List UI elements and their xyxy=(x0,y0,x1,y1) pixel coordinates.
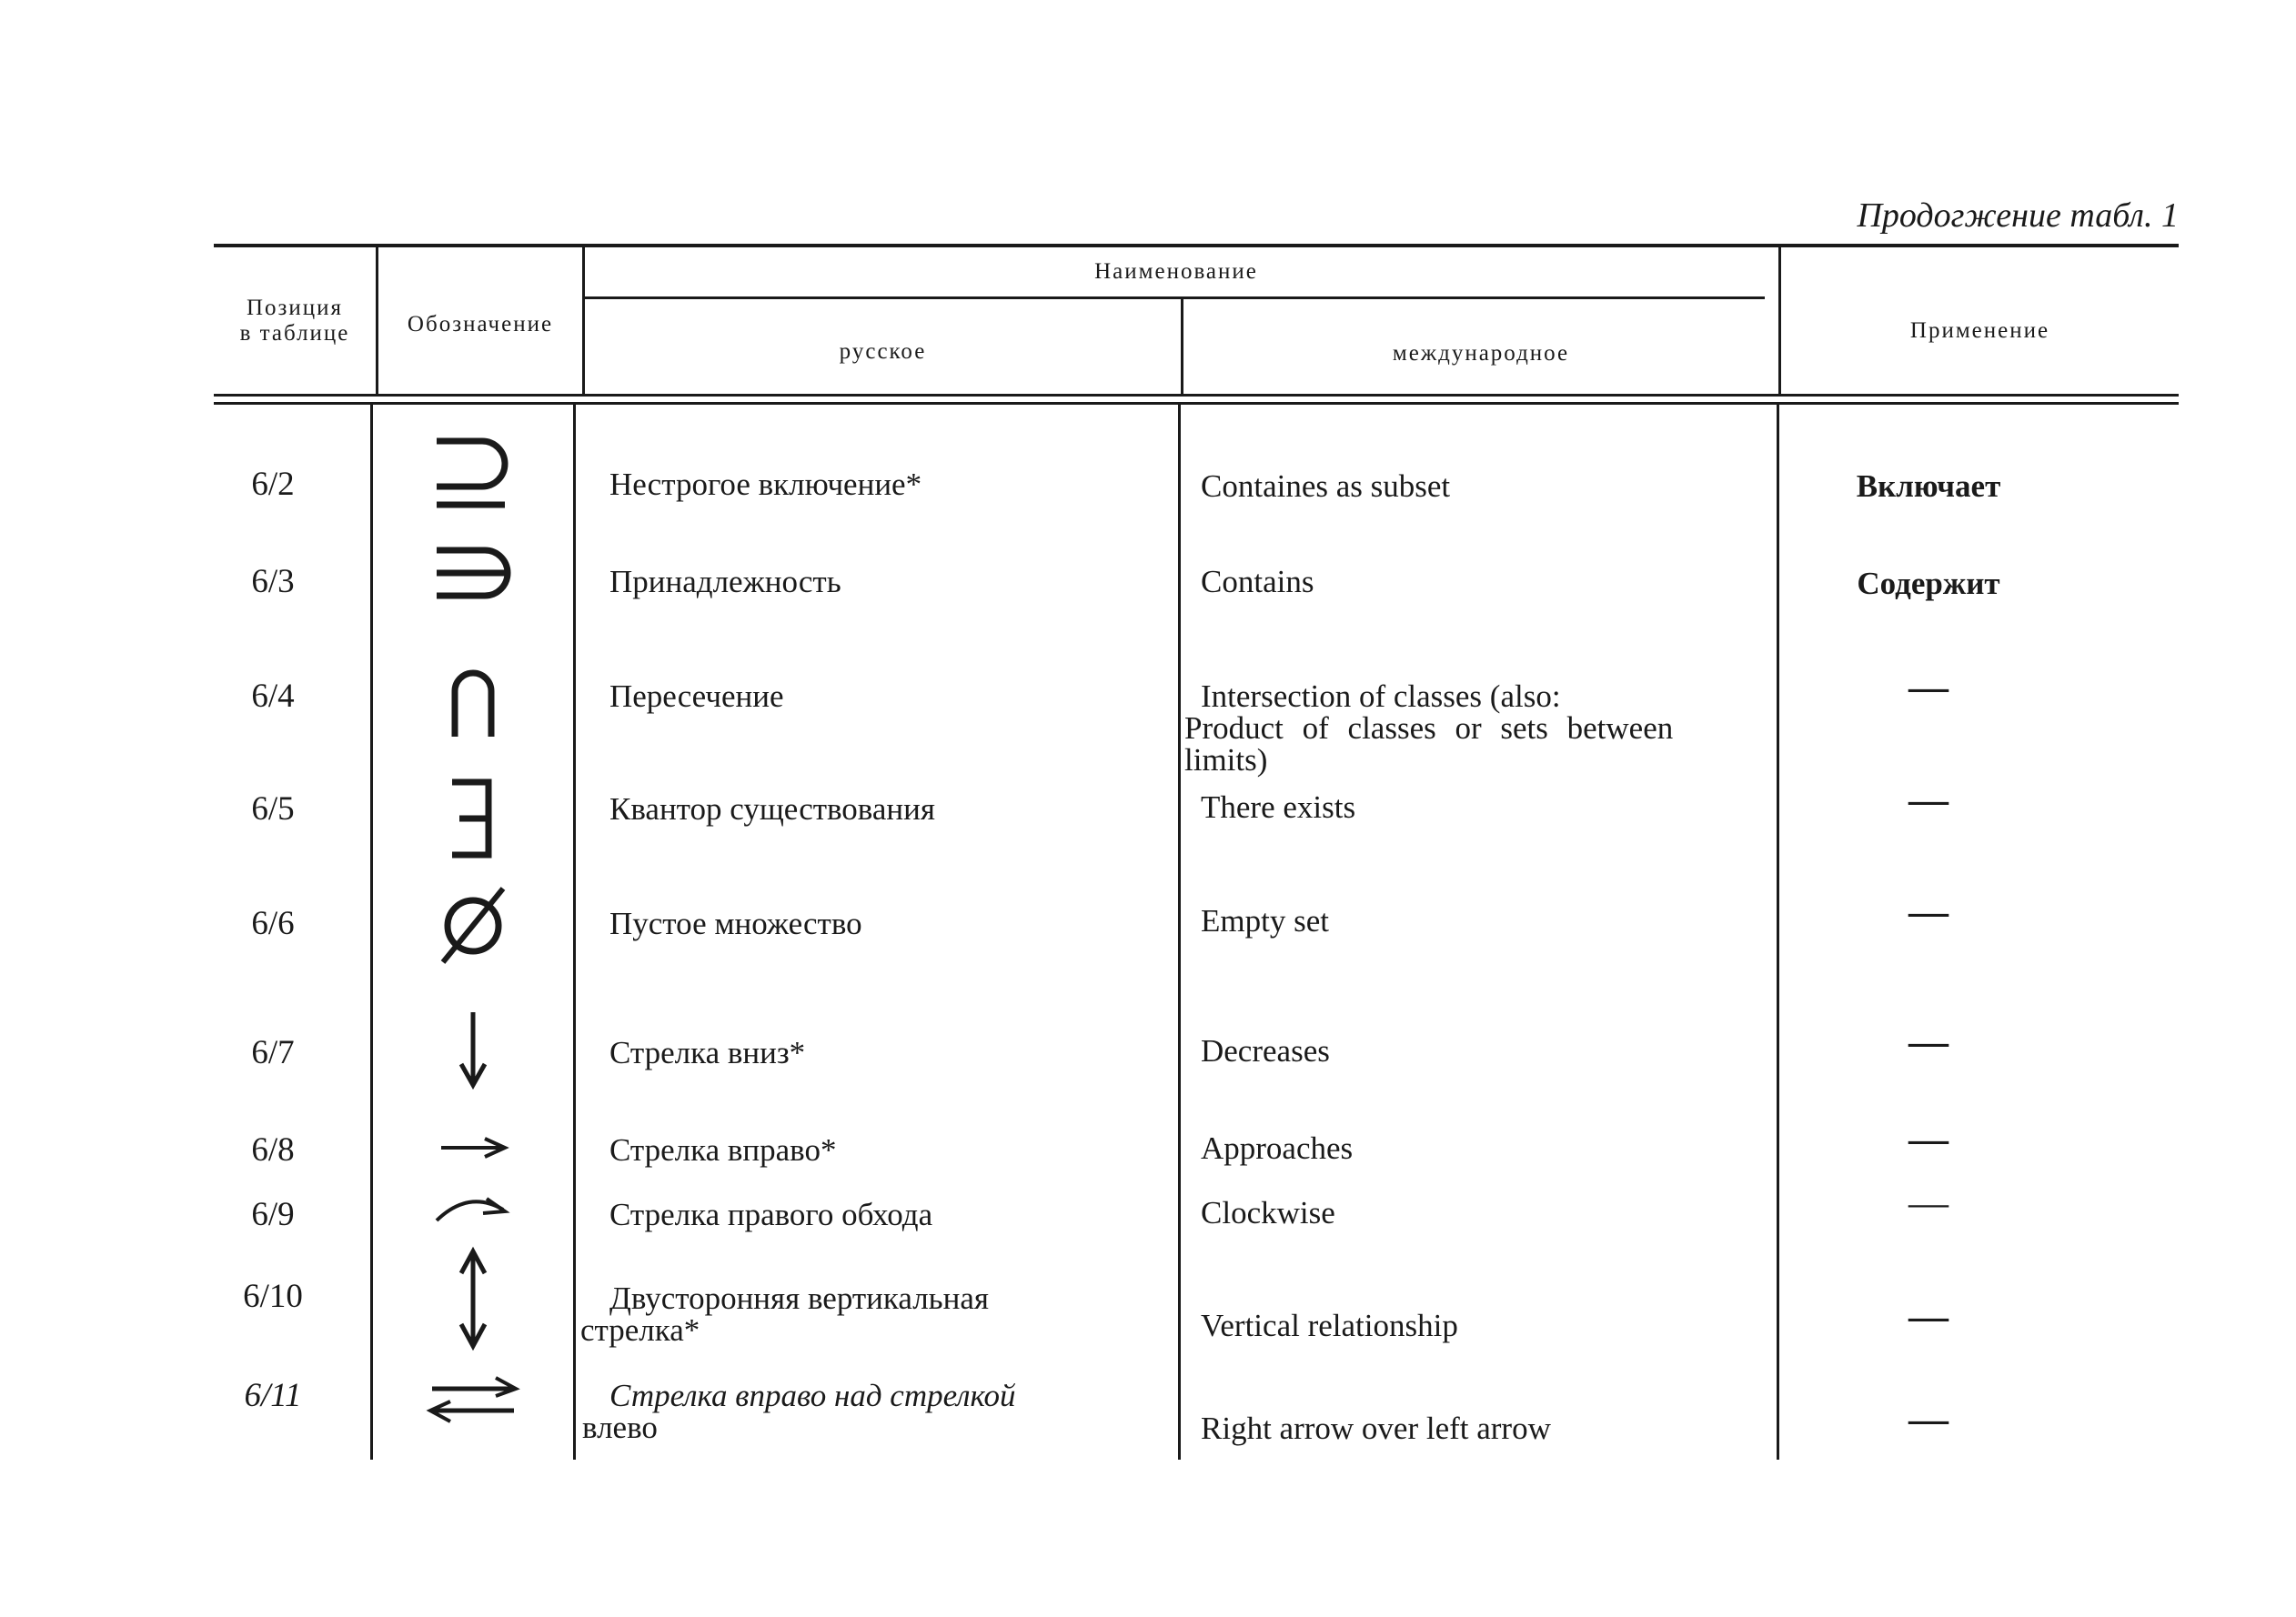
row-application: — xyxy=(1908,1019,1949,1064)
row-application: — xyxy=(1908,1117,1949,1161)
row-position: 6/8 xyxy=(251,1131,295,1169)
col-divider-body-3 xyxy=(1178,405,1181,1460)
row-international-name: Vertical relationship xyxy=(1201,1308,1458,1343)
row-russian-name: Пустое множество xyxy=(609,906,862,941)
row-application: — xyxy=(1908,1397,1949,1441)
row-application: — xyxy=(1908,665,1949,709)
row-international-name: Intersection of classes (also: xyxy=(1201,678,1561,714)
contains-member-icon xyxy=(414,537,532,628)
row-russian-name: Квантор существования xyxy=(609,791,935,827)
row-application: — xyxy=(1908,1294,1949,1339)
header-russian: русское xyxy=(839,339,927,364)
empty-set-icon xyxy=(414,878,532,969)
name-subheader-rule xyxy=(582,296,1765,299)
row-application: Содержит xyxy=(1857,566,2000,601)
header-designation: Обозначение xyxy=(407,312,554,336)
row-russian-name: Принадлежность xyxy=(609,564,841,599)
header-name: Наименование xyxy=(1094,259,1258,284)
row-russian-name: Пересечение xyxy=(609,678,784,714)
row-position: 6/10 xyxy=(243,1278,303,1315)
header-position: Позиция в таблице xyxy=(239,296,350,346)
row-position: 6/7 xyxy=(251,1034,295,1071)
header-application: Применение xyxy=(1909,318,2050,343)
row-russian-name: Стрелка вправо над стрелкой xyxy=(609,1378,1016,1413)
col-divider-body-2 xyxy=(573,405,576,1460)
row-application: — xyxy=(1908,778,1949,822)
row-international-name: Approaches xyxy=(1201,1130,1354,1166)
row-russian-name-line2: влево xyxy=(582,1410,658,1445)
row-position: 6/6 xyxy=(251,905,295,942)
row-position: 6/3 xyxy=(251,563,295,600)
row-international-name-line3: limits) xyxy=(1184,742,1268,778)
row-russian-name: Двусторонняя вертикальная xyxy=(609,1281,990,1316)
not-strict-superset-icon xyxy=(414,432,532,523)
row-international-name: Empty set xyxy=(1201,903,1329,939)
row-application: — xyxy=(1908,889,1949,934)
clockwise-arrow-icon xyxy=(414,1164,532,1255)
header-rule-1 xyxy=(214,394,2179,397)
header-rule-2 xyxy=(214,402,2179,405)
header-international: международное xyxy=(1392,341,1570,366)
down-arrow-icon xyxy=(414,1005,532,1096)
row-international-name: Contains xyxy=(1201,564,1314,599)
row-position: 6/2 xyxy=(251,466,295,503)
row-russian-name: Стрелка вниз* xyxy=(609,1035,806,1070)
row-international-name: Decreases xyxy=(1201,1033,1330,1069)
row-russian-name: Стрелка вправо* xyxy=(609,1132,837,1168)
row-russian-name: Нестрогое включение* xyxy=(609,467,922,502)
row-international-name: Containes as subset xyxy=(1201,468,1451,504)
row-international-name: Right arrow over left arrow xyxy=(1201,1411,1551,1446)
table-continuation-caption: Продогжение табл. 1 xyxy=(1857,196,2179,235)
table-top-rule xyxy=(214,244,2179,247)
right-over-left-arrows-icon xyxy=(414,1369,532,1432)
row-position: 6/5 xyxy=(251,790,295,828)
row-application: — xyxy=(1908,1180,1949,1225)
row-russian-name-line2: стрелка* xyxy=(580,1312,700,1348)
row-international-name: There exists xyxy=(1201,789,1356,825)
row-application: Включает xyxy=(1856,468,2001,504)
row-position: 6/9 xyxy=(251,1196,295,1233)
row-position: 6/4 xyxy=(251,678,295,715)
row-international-name: Clockwise xyxy=(1201,1195,1335,1230)
up-down-arrow-icon xyxy=(414,1244,532,1353)
row-russian-name: Стрелка правого обхода xyxy=(609,1197,933,1232)
intersection-icon xyxy=(414,655,532,746)
row-position: 6/11 xyxy=(244,1377,302,1414)
row-international-name-line2: Product of classes or sets between xyxy=(1184,710,1674,746)
col-divider-body-4 xyxy=(1777,405,1779,1460)
there-exists-icon xyxy=(414,773,532,864)
